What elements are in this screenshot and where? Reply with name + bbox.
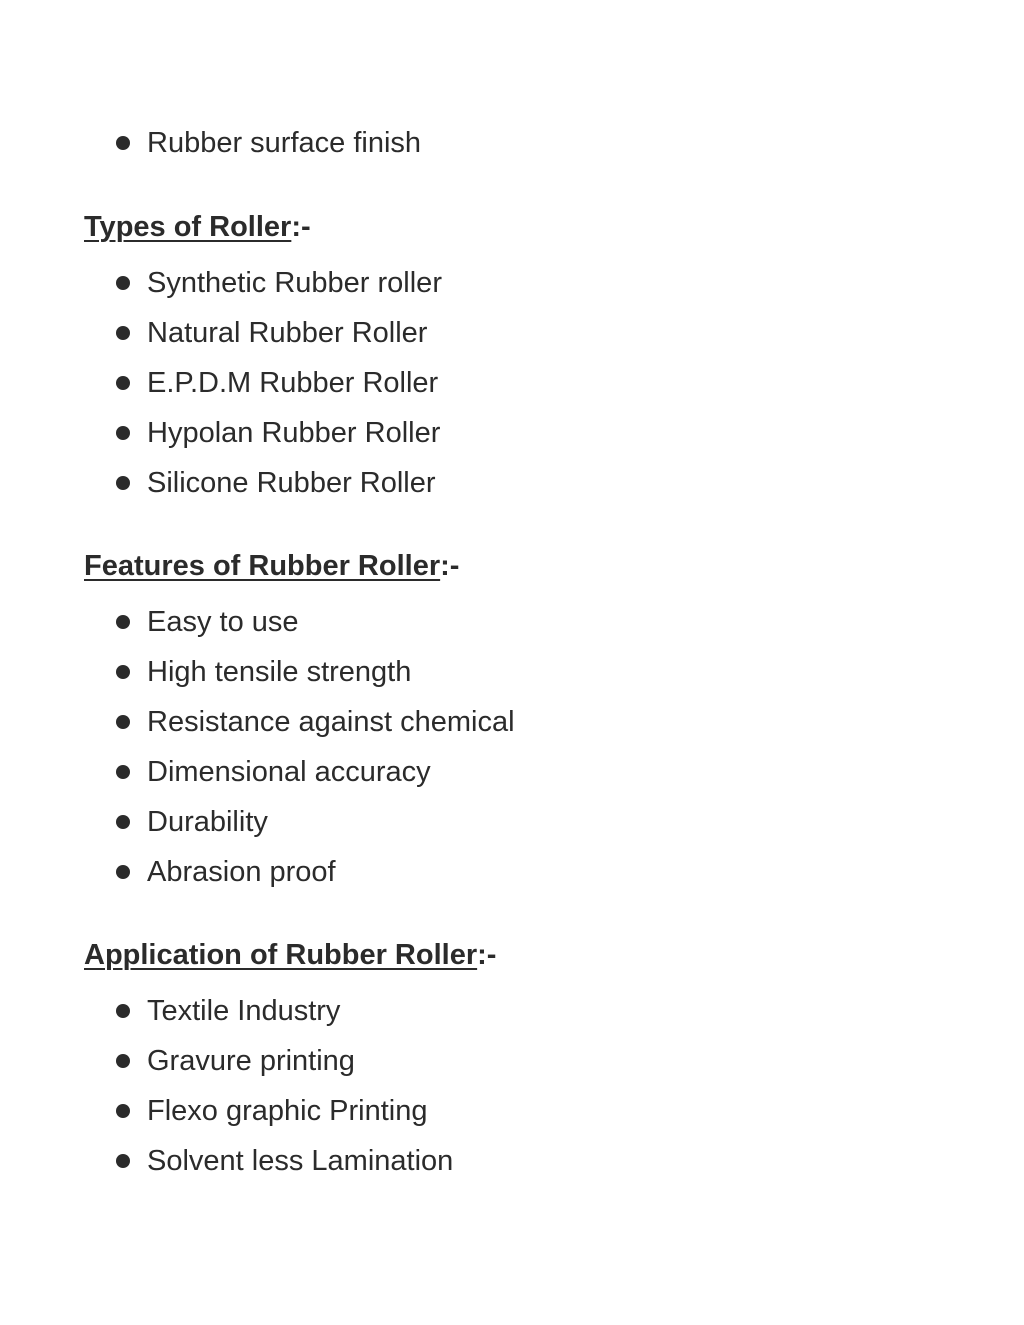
bullet-icon [116, 615, 130, 629]
section-heading-types [84, 207, 311, 247]
features-bullet-list [114, 597, 515, 897]
top-bullet-list [114, 118, 421, 168]
section-title: Types of Roller [84, 211, 292, 243]
list-item [114, 847, 515, 897]
list-item [114, 118, 421, 168]
bullet-icon [116, 376, 130, 390]
section-title-suffix: :- [477, 939, 497, 971]
list-item-text: Solvent less Lamination [147, 1145, 454, 1177]
bullet-icon [116, 715, 130, 729]
bullet-icon [116, 476, 130, 490]
bullet-icon [116, 665, 130, 679]
list-item [114, 308, 442, 358]
list-item-text: Rubber surface finish [147, 127, 422, 159]
section-heading-application [84, 935, 496, 975]
bullet-icon [116, 765, 130, 779]
bullet-icon [116, 326, 130, 340]
bullet-icon [116, 1004, 130, 1018]
list-item [114, 1136, 453, 1186]
list-item [114, 986, 453, 1036]
list-item-text: Abrasion proof [147, 856, 336, 888]
bullet-icon [116, 1154, 130, 1168]
bullet-icon [116, 865, 130, 879]
bullet-icon [116, 1054, 130, 1068]
bullet-icon [116, 136, 130, 150]
types-bullet-list [114, 258, 442, 508]
list-item-text: Silicone Rubber Roller [147, 467, 436, 499]
list-item [114, 797, 515, 847]
list-item [114, 1036, 453, 1086]
list-item-text: Textile Industry [147, 995, 341, 1027]
list-item-text: Natural Rubber Roller [147, 317, 428, 349]
list-item [114, 408, 442, 458]
list-item [114, 358, 442, 408]
list-item-text: Gravure printing [147, 1045, 355, 1077]
bullet-icon [116, 426, 130, 440]
section-title-suffix: :- [291, 211, 311, 243]
list-item [114, 697, 515, 747]
list-item [114, 258, 442, 308]
list-item [114, 1086, 453, 1136]
list-item-text: Resistance against chemical [147, 706, 515, 738]
list-item-text: Dimensional accuracy [147, 756, 431, 788]
list-item-text: E.P.D.M Rubber Roller [147, 367, 439, 399]
list-item-text: High tensile strength [147, 656, 412, 688]
list-item-text: Flexo graphic Printing [147, 1095, 428, 1127]
list-item-text: Hypolan Rubber Roller [147, 417, 441, 449]
bullet-icon [116, 276, 130, 290]
section-title-suffix: :- [440, 550, 460, 582]
list-item [114, 747, 515, 797]
list-item-text: Easy to use [147, 606, 299, 638]
list-item [114, 458, 442, 508]
section-title: Application of Rubber Roller [84, 939, 478, 971]
list-item [114, 597, 515, 647]
list-item [114, 647, 515, 697]
bullet-icon [116, 1104, 130, 1118]
list-item-text: Durability [147, 806, 268, 838]
section-heading-features [84, 546, 459, 586]
list-item-text: Synthetic Rubber roller [147, 267, 442, 299]
section-title: Features of Rubber Roller [84, 550, 441, 582]
application-bullet-list [114, 986, 453, 1186]
bullet-icon [116, 815, 130, 829]
